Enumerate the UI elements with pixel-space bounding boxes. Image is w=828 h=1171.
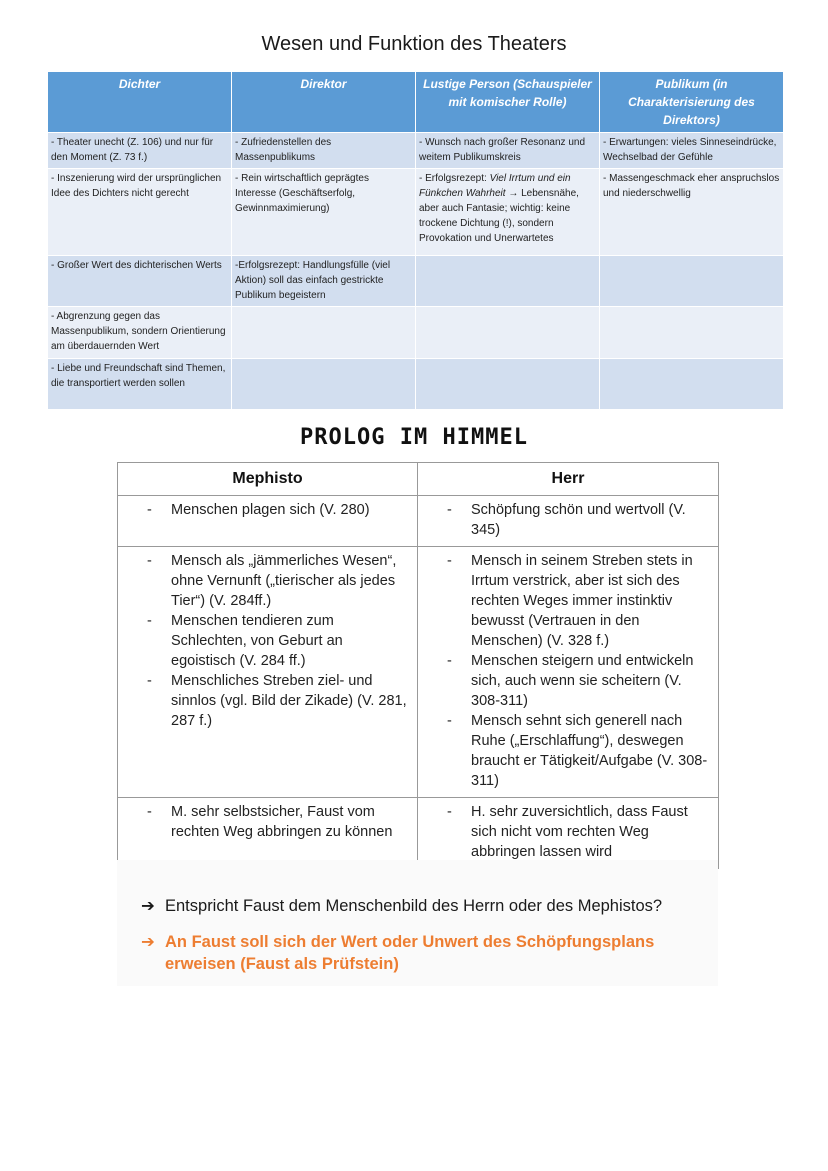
header-direktor: Direktor (232, 72, 416, 133)
table-cell: - Wunsch nach großer Resonanz und weitem Publikumskreis (416, 133, 600, 169)
table-cell (600, 307, 784, 359)
list-item: - Mensch in seinem Streben stets in Irrtum verstrick, aber ist sich des rechten Weges immer instinktiv bewusst (Vertrauen in den Menschen) (V. 328 f.) (426, 551, 710, 651)
page-title: Wesen und Funktion des Theaters (261, 33, 567, 55)
table-cell: -Erfolgsrezept: Handlungsfülle (viel Aktion) soll das einfach gestrickte Publikum begeistern (232, 256, 416, 307)
table-cell: - Liebe und Freundschaft sind Themen, die transportiert werden sollen (48, 359, 232, 410)
arrow-icon: → (508, 188, 519, 199)
herr-cell (418, 547, 719, 798)
list-item: - Schöpfung schön und wertvoll (V. 345) (426, 500, 710, 540)
arrow-right-icon: ➔ (141, 897, 155, 915)
mephisto-cell (118, 496, 418, 547)
mephisto-cell (118, 547, 418, 798)
table-cell (232, 307, 416, 359)
question-text: Entspricht Faust dem Menschenbild des Herrn oder des Mephistos? (165, 897, 663, 915)
table-row (48, 307, 784, 359)
list-item: - H. sehr zuversichtlich, dass Faust sich nicht vom rechten Weg abbringen lassen wird (426, 802, 710, 862)
list-item: - Menschen plagen sich (V. 280) (126, 500, 409, 520)
answer-line (141, 931, 716, 975)
arrow-right-icon: ➔ (141, 933, 155, 951)
herr-cell (418, 798, 719, 869)
table-cell: - Zufriedenstellen des Massenpublikums (232, 133, 416, 169)
answer-text: An Faust soll sich der Wert oder Unwert des Schöpfungsplans erweisen (Faust als Prüfstein) (165, 933, 655, 973)
header-herr: Herr (418, 463, 719, 496)
table-row (48, 169, 784, 256)
table-header-row (118, 463, 719, 496)
list-item: - Menschen tendieren zum Schlechten, von Geburt an egoistisch (V. 284 ff.) (126, 611, 409, 671)
table-cell: - Rein wirtschaftlich geprägtes Interesse (Geschäftserfolg, Gewinnmaximierung) (232, 169, 416, 256)
list-item: - Menschen steigern und entwickeln sich, auch wenn sie scheitern (V. 308-311) (426, 651, 710, 711)
mephisto-cell (118, 798, 418, 869)
table-row (48, 133, 784, 169)
table-cell: - Abgrenzung gegen das Massenpublikum, sondern Orientierung am überdauernden Wert (48, 307, 232, 359)
table-cell (232, 359, 416, 410)
table-cell (416, 307, 600, 359)
table-cell-erfolgsrezept (416, 169, 600, 256)
table-row (118, 798, 719, 869)
list-item: - M. sehr selbstsicher, Faust vom rechten Weg abbringen zu können (126, 802, 409, 842)
herr-cell (418, 496, 719, 547)
table-cell: - Massengeschmack eher anspruchslos und niederschwellig (600, 169, 784, 256)
table-row (118, 496, 719, 547)
table-cell (416, 359, 600, 410)
section-title-prolog: PROLOG IM HIMMEL (300, 425, 528, 450)
table-cell (600, 359, 784, 410)
header-mephisto: Mephisto (118, 463, 418, 496)
cell-prefix: - Erfolgsrezept: (419, 173, 490, 184)
cell-rest: Lebensnähe, aber auch Fantasie; wichtig: keine trockene Dichtung (!), sondern Provokation und Unerwartetes (419, 188, 579, 244)
table-cell: - Theater unecht (Z. 106) und nur für den Moment (Z. 73 f.) (48, 133, 232, 169)
question-box (117, 860, 718, 986)
theater-table (47, 71, 784, 410)
table-header-row (48, 72, 784, 133)
table-cell (416, 256, 600, 307)
table-row (48, 359, 784, 410)
mephisto-herr-table (117, 462, 719, 869)
question-line (141, 895, 711, 917)
list-item: - Menschliches Streben ziel- und sinnlos (vgl. Bild der Zikade) (V. 281, 287 f.) (126, 671, 409, 731)
header-dichter: Dichter (48, 72, 232, 133)
list-item: - Mensch als „jämmerliches Wesen“, ohne Vernunft („tierischer als jedes Tier“) (V. 284ff.) (126, 551, 409, 611)
list-item: - Mensch sehnt sich generell nach Ruhe („Erschlaffung“), deswegen braucht er Tätigkeit/Aufgabe (V. 308-311) (426, 711, 710, 791)
table-cell: - Inszenierung wird der ursprünglichen Idee des Dichters nicht gerecht (48, 169, 232, 256)
header-publikum: Publikum (in Charakterisierung des Direktors) (600, 72, 784, 133)
table-row (48, 256, 784, 307)
table-cell: - Großer Wert des dichterischen Werts (48, 256, 232, 307)
header-lustige-person: Lustige Person (Schauspieler mit komischer Rolle) (416, 72, 600, 133)
table-cell (600, 256, 784, 307)
table-cell: - Erwartungen: vieles Sinneseindrücke, Wechselbad der Gefühle (600, 133, 784, 169)
table-row (118, 547, 719, 798)
cell-quote: Viel Irrtum und ein Fünkchen Wahrheit (419, 173, 571, 199)
